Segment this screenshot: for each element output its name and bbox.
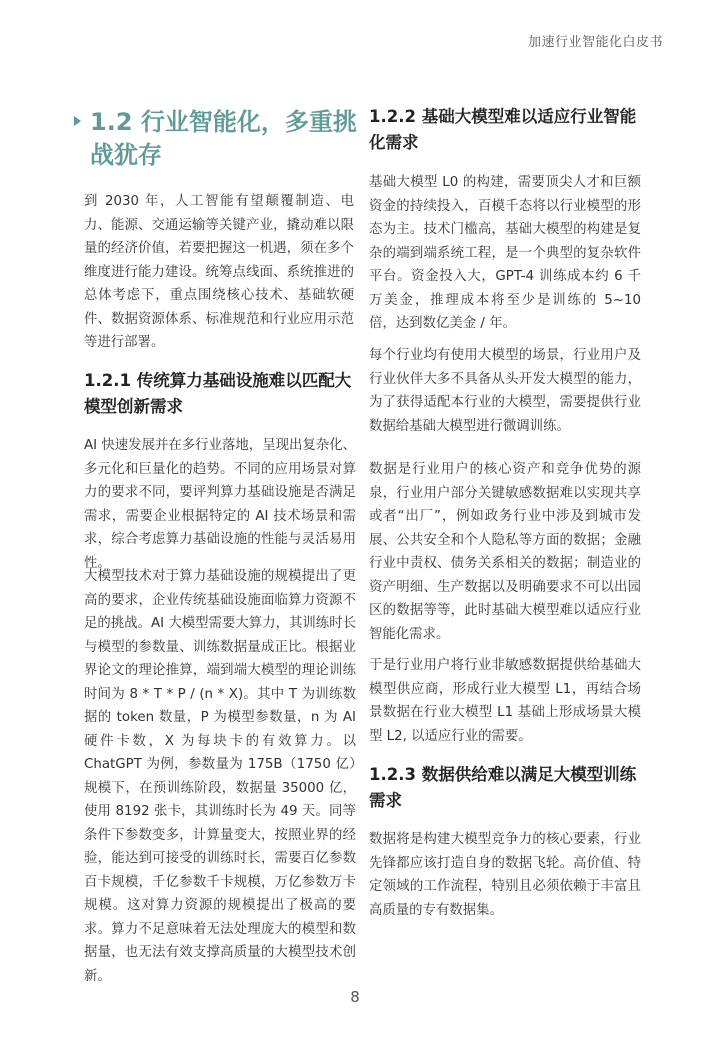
subsection-1-2-2-paragraph-2: 每个行业均有使用大模型的场景，行业用户及行业伙伴大多不具备从头开发大模型的能力，为了获得适配本行业的大模型，需要提供行业数据给基础大模型进行微调训练。 [369,348,641,434]
subsection-title-1-2-3: 1.2.3 数据供给难以满足大模型训练需求 [369,765,637,810]
subsection-title-1-2-1: 1.2.1 传统算力基础设施难以匹配大模型创新需求 [84,371,352,416]
triangle-right-icon [74,116,81,126]
section-intro: 到 2030 年，人工智能有望颠覆制造、电力、能源、交通运输等关键产业，撬动难以限量的经济价值，若要把握这一机遇，须在多个维度进行能力建设。统筹点线面、系统推进的总体考虑下，重点围绕核心技术、基础软硬件、数据资源体系、标准规范和行业应用示范等进行部署。 [84,194,354,350]
subsection-1-2-2-paragraph-4: 于是行业用户将行业非敏感数据提供给基础大模型供应商，形成行业大模型 L1，再结合场景数据在行业大模型 L1 基础上形成场景大模型 L2, 以适应行业的需要。 [369,658,641,744]
running-header: 加速行业智能化白皮书 [527,35,663,50]
page-number: 8 [350,988,360,1006]
subsection-1-2-2-paragraph-3: 数据是行业用户的核心资产和竞争优势的源泉，行业用户部分关键敏感数据难以实现共享或者“出厂”，例如政务行业中涉及到城市发展、公共安全和个人隐私等方面的数据；金融行业中责权、债务关系相关的数据；制造业的资产明细、生产数据以及明确要求不可以出园区的数据等等，此时基础大模型难以适应行业智能化需求。 [369,462,641,642]
subsection-1-2-1-paragraph-1: AI 快速发展并在多行业落地，呈现出复杂化、多元化和巨量化的趋势。不同的应用场景对算力的要求不同，要评判算力基础设施是否满足需求，需要企业根据特定的 AI 技术场景和需求，综合考虑算力基础设施的性能与灵活易用性。 [84,438,356,571]
section-title-text: 1.2 行业智能化，多重挑战犹存 [90,108,357,169]
section-title [74,106,364,172]
subsection-title-1-2-2: 1.2.2 基础大模型难以适应行业智能化需求 [369,107,637,152]
subsection-1-2-2-paragraph-1: 基础大模型 L0 的构建，需要顶尖人才和巨额资金的持续投入，百模千态将以行业模型的形态为主。技术门槛高，基础大模型的构建是复杂的端到端系统工程，是一个典型的复杂软件平台。资金投入大，GPT-4 训练成本约 6 千万美金，推理成本将至少是训练的 5~10 倍，达到数亿美金 / 年。 [369,175,641,331]
subsection-1-2-1-paragraph-2: 大模型技术对于算力基础设施的规模提出了更高的要求，企业传统基础设施面临算力资源不足的挑战。AI 大模型需要大算力，其训练时长与模型的参数量、训练数据量成正比。根据业界论文的理论推算，端到端大模型的理论训练时间为 8 * T * P / (n * X)。其中 T 为训练数据的 token 数量，P 为模型参数量，n 为 AI 硬件卡数，X 为每块卡的有效算力。以 ChatGPT 为例，参数量为 175B（1750 亿）规模下，在预训练阶段，数据量 35000 亿，使用 8192 张卡，其训练时长为 49 天。同等条件下参数变多，计算量变大，按照业界的经验，能达到可接受的训练时长，需要百亿参数百卡规模，千亿参数千卡规模，万亿参数万卡规模。这对算力资源的规模提出了极高的要求。算力不足意味着无法处理庞大的模型和数据量，也无法有效支撑高质量的大模型技术创新。 [84,569,356,984]
subsection-1-2-3-paragraph-1: 数据将是构建大模型竞争力的核心要素，行业先锋都应该打造自身的数据飞轮。高价值、特定领域的工作流程，特别且必须依赖于丰富且高质量的专有数据集。 [369,832,641,918]
